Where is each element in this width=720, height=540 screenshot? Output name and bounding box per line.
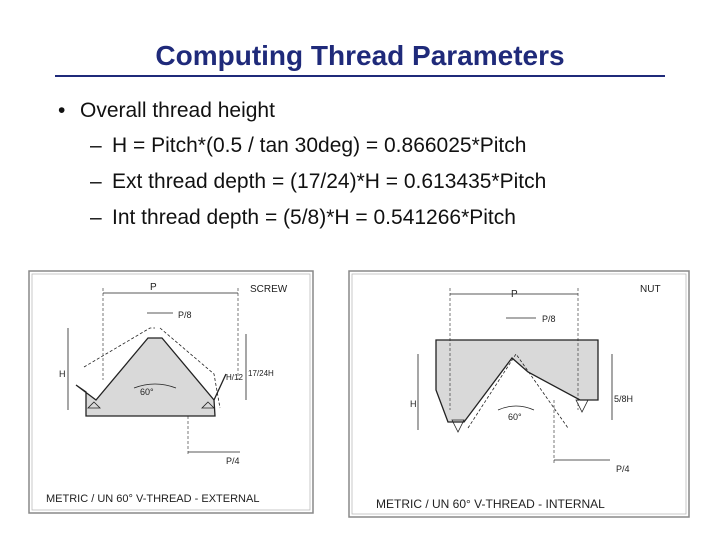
- internal-thread-profile: [436, 340, 598, 422]
- p4-label: P/4: [226, 456, 240, 466]
- dash-marker: –: [90, 170, 102, 193]
- sub-bullet-text: H = Pitch*(0.5 / tan 30deg) = 0.866025*Pitch: [112, 134, 527, 157]
- p4-label: P/4: [616, 464, 630, 474]
- p8-label: P/8: [178, 310, 192, 320]
- figure-frame: [349, 271, 689, 517]
- nut-caption: METRIC / UN 60° V-THREAD - INTERNAL: [376, 497, 605, 511]
- bullet-item: [58, 94, 698, 128]
- angle-arc: [498, 406, 534, 410]
- screw-figure: [28, 270, 314, 514]
- sub-bullet-item: [58, 200, 698, 236]
- sub-bullet-text: Int thread depth = (5/8)*H = 0.541266*Pitch: [112, 206, 516, 229]
- angle-label: 60°: [140, 387, 154, 397]
- dash-marker: –: [90, 206, 102, 229]
- title-underline: [55, 75, 665, 77]
- bullet-list: [58, 94, 698, 236]
- h-label: H: [410, 399, 417, 409]
- external-thread-flank: [214, 374, 226, 400]
- h12-label: H/12: [226, 373, 243, 382]
- depth-label: 5/8H: [614, 394, 634, 404]
- slide-title: Computing Thread Parameters: [155, 40, 565, 71]
- angle-label: 60°: [508, 412, 522, 422]
- figure-frame-inner: [352, 274, 686, 514]
- depth-label: 17/24H: [248, 369, 274, 378]
- dash-marker: –: [90, 134, 102, 157]
- sub-bullet-item: [58, 128, 698, 164]
- pitch-label: P: [150, 282, 157, 293]
- nut-heading: NUT: [640, 284, 661, 295]
- pitch-label: P: [511, 289, 518, 300]
- bullet-text: Overall thread height: [80, 99, 275, 122]
- screw-caption: METRIC / UN 60° V-THREAD - EXTERNAL: [46, 493, 260, 505]
- sub-bullet-item: [58, 164, 698, 200]
- h-label: H: [59, 369, 66, 379]
- sub-bullet-text: Ext thread depth = (17/24)*H = 0.613435*Pitch: [112, 170, 547, 193]
- bullet-marker: •: [58, 99, 66, 122]
- p8-label: P/8: [542, 314, 556, 324]
- nut-figure: [348, 270, 690, 518]
- screw-heading: SCREW: [250, 284, 288, 295]
